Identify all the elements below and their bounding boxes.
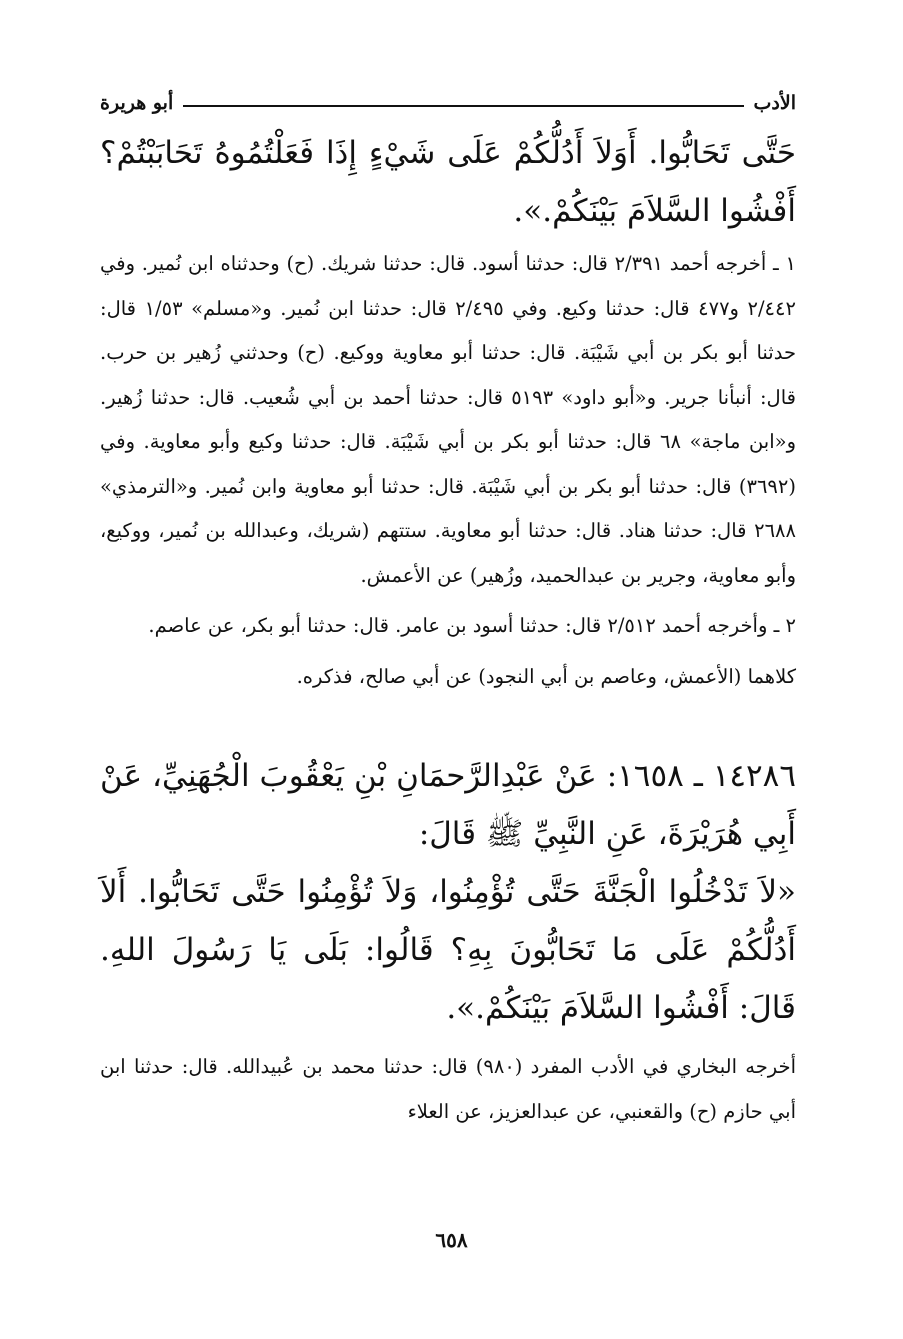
previous-hadith-ending: حَتَّى تَحَابُّوا. أَوَلاَ أَدُلُّكُمْ عَلَى شَيْءٍ إِذَا فَعَلْتُمُوهُ تَحَابَبْتُمْ؟ أَفْشُوا السَّلاَمَ بَيْنَكُمْ.». <box>100 135 796 229</box>
hadith-matn: «لاَ تَدْخُلُوا الْجَنَّةَ حَتَّى تُؤْمِنُوا، وَلاَ تُؤْمِنُوا حَتَّى تَحَابُّوا. أَلاَ أَدُلُّكُمْ عَلَى مَا تَحَابُّونَ بِهِ؟ قَالُوا: بَلَى يَا رَسُولَ اللهِ. قَالَ: أَفْشُوا السَّلاَمَ بَيْنَكُمْ.». <box>100 874 796 1026</box>
hadith-isnad: ١٤٢٨٦ ـ ١٦٥٨: عَنْ عَبْدِالرَّحمَانِ بْنِ يَعْقُوبَ الْجُهَنِيِّ، عَنْ أَبِي هُرَيْرَةَ، عَنِ النَّبِيِّ ﷺ قَالَ: <box>100 758 796 852</box>
header-rule <box>183 105 743 107</box>
header-chapter-title: الأدب <box>753 92 796 114</box>
header-narrator-name: أبو هريرة <box>100 92 174 114</box>
page-number: ٦٥٨ <box>435 1228 468 1252</box>
book-page <box>100 84 796 1134</box>
takhrij-note: أخرجه البخاري في الأدب المفرد (٩٨٠) قال: حدثنا محمد بن عُبيدالله. قال: حدثنا ابن أبي حازم (ح) والقعنبي، عن عبدالعزيز، عن العلاء <box>100 1055 796 1123</box>
running-header <box>100 84 796 114</box>
footnote-1: ١ ـ أخرجه أحمد ٢/٣٩١ قال: حدثنا أسود. قال: حدثنا شريك. (ح) وحدثناه ابن نُمير. وفي ٢/٤٤٢ و٤٧٧ قال: حدثنا وكيع. وفي ٢/٤٩٥ قال: حدثنا ابن نُمير. و«مسلم» ١/٥٣ قال: حدثنا أبو بكر بن أبي شَيْبَة. قال: حدثنا أبو معاوية ووكيع. (ح) وحدثني زُهير بن حرب. قال: أنبأنا جرير. و«أبو داود» ٥١٩٣ قال: حدثنا أحمد بن أبي شُعيب. قال: حدثنا زُهير. و«ابن ماجة» ٦٨ قال: حدثنا أبو بكر بن أبي شَيْبَة. قال: حدثنا وكيع وأبو معاوية. وفي (٣٦٩٢) قال: حدثنا أبو بكر بن أبي شَيْبَة. قال: حدثنا أبو معاوية وابن نُمير. و«الترمذي» ٢٦٨٨ قال: حدثنا هناد. قال: حدثنا أبو معاوية. ستتهم (شريك، وعبدالله بن نُمير، ووكيع، وأبو معاوية، وجرير بن عبدالحميد، وزُهير) عن الأعمش. <box>100 252 797 587</box>
footnote-summary: كلاهما (الأعمش، وعاصم بن أبي النجود) عن أبي صالح، فذكره. <box>296 664 796 688</box>
footnote-2: ٢ ـ وأخرجه أحمد ٢/٥١٢ قال: حدثنا أسود بن عامر. قال: حدثنا أبو بكر، عن عاصم. <box>148 614 796 637</box>
